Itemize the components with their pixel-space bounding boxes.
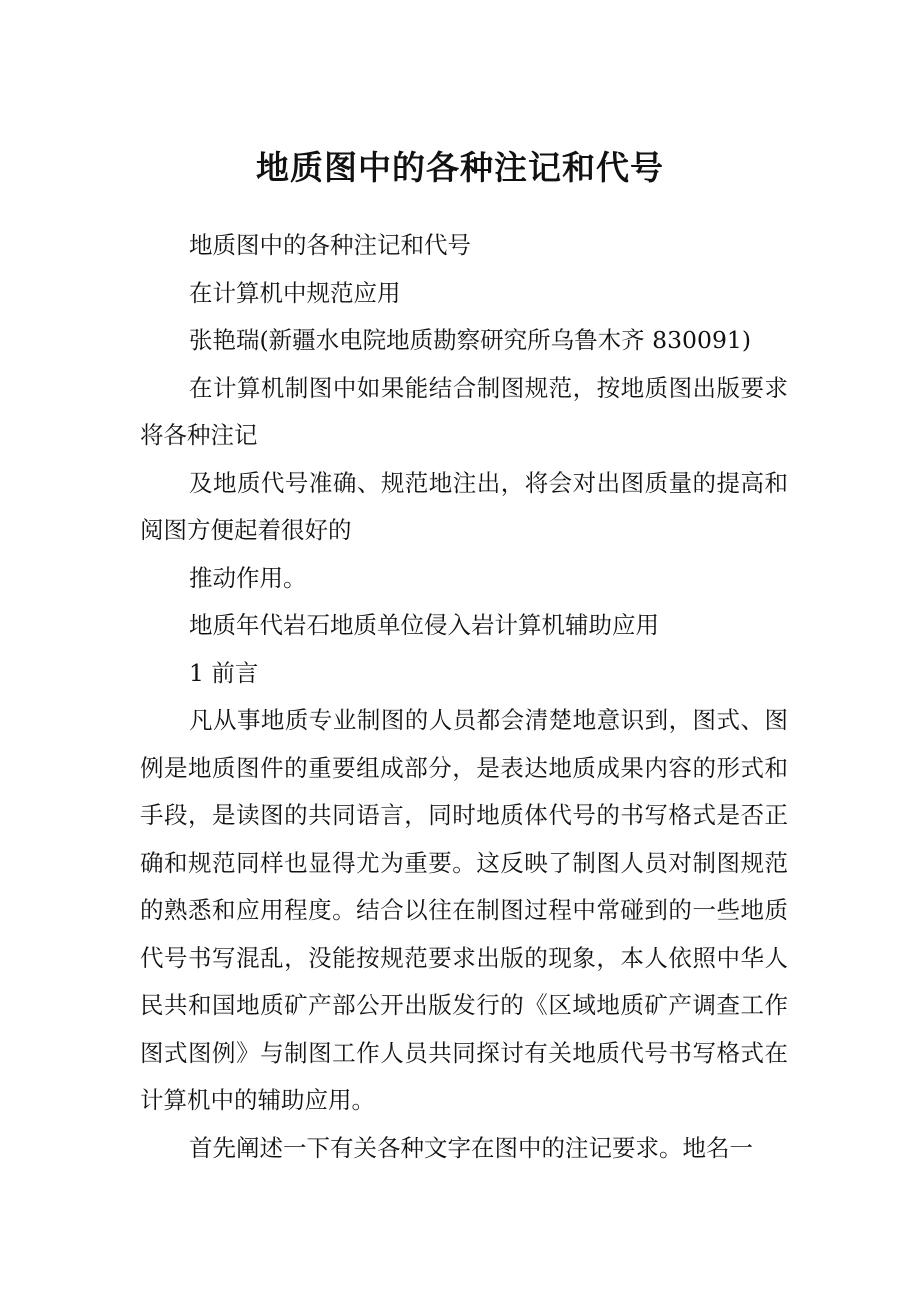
document-title: 地质图中的各种注记和代号 <box>256 148 664 187</box>
paragraph-annotation-requirements: 首先阐述一下有关各种文字在图中的注记要求。地名一 <box>189 1133 753 1162</box>
paragraph-introduction: 凡从事地质专业制图的人员都会清楚地意识到，图式、图例是地质图件的重要组成部分，是表达地质成果内容的形式和手段，是读图的共同语言，同时地质体代号的书写格式是否正确和规范同样也显得尤为重要。这反映了制图人员对制图规范的熟悉和应用程度。结合以往在制图过程中常碰到的一些地质代号书写混乱，没能按规范要求出版的现象，本人依照中华人民共和国地质矿产部公开出版发行的《区域地质矿产调查工作图式图例》与制图工作人员共同探讨有关地质代号书写格式在计算机中的辅助应用。 <box>140 706 788 1114</box>
paragraph-abstract-2: 及地质代号准确、规范地注出，将会对出图质量的提高和阅图方便起着很好的 <box>140 468 788 544</box>
paragraph-abstract-1: 在计算机制图中如果能结合制图规范，按地质图出版要求将各种注记 <box>140 373 788 449</box>
paragraph-keywords: 地质年代岩石地质单位侵入岩计算机辅助应用 <box>189 611 659 639</box>
document-body <box>140 222 788 1172</box>
section-heading-introduction: 1 前言 <box>189 658 259 687</box>
paragraph-subtitle: 地质图中的各种注记和代号 <box>189 231 471 259</box>
paragraph-subtitle-2: 在计算机中规范应用 <box>189 278 401 307</box>
paragraph-author: 张艳瑞(新疆水电院地质勘察研究所乌鲁木齐 830091) <box>189 326 752 354</box>
paragraph-abstract-3: 推动作用。 <box>189 563 307 592</box>
